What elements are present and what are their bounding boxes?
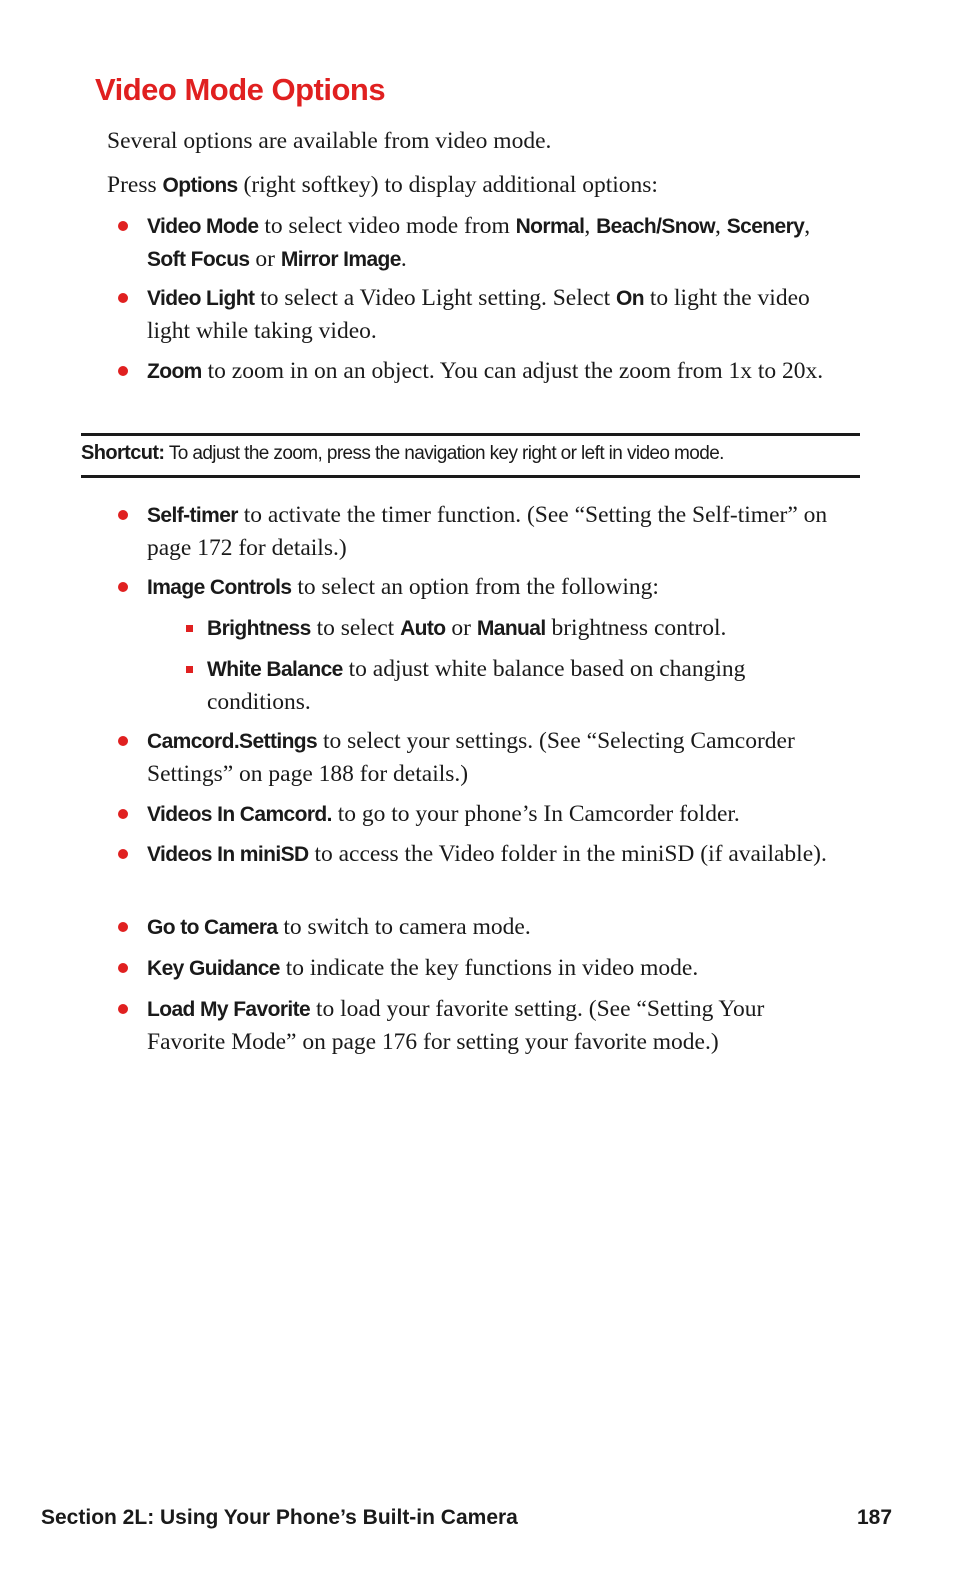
list-item-self-timer [147,499,847,564]
item-text: to zoom in on an object. You can adjust the zoom from 1x to 20x. [201,358,824,384]
press-options-paragraph [107,169,867,202]
list-item-videos-in-camcord [147,798,847,831]
item-key: Video Light [147,287,255,310]
item-text: to load your favorite setting. (See “Setting Your Favorite Mode” on page 176 for setting your favorite mode.) [147,996,765,1055]
item-text: brightness control. [545,615,727,641]
item-key: Brightness [207,617,311,640]
item-text: , [714,213,727,239]
item-key: Videos In miniSD [147,843,309,866]
bullet-icon [118,809,128,819]
bullet-icon [118,922,128,932]
item-text: to select [310,615,401,641]
list-item-go-to-camera [147,911,847,944]
footer-page-number: 187 [857,1506,893,1529]
bullet-icon [118,849,128,859]
list-item-load-my-favorite [147,993,847,1058]
footer-section-title: Section 2L: Using Your Phone’s Built-in Camera [41,1506,518,1529]
shortcut-note [81,442,724,465]
bullet-icon [118,366,128,376]
bullet-icon [118,221,128,231]
item-text: to select your settings. (See “Selecting Camcorder Settings” on page 188 for details.) [147,728,795,787]
item-text: to select a Video Light setting. Select [254,285,617,311]
list-item-zoom [147,355,847,388]
page-title: Video Mode Options [95,72,386,107]
item-text: to access the Video folder in the miniSD (if available). [308,841,827,867]
item-text: or [445,615,477,641]
list-item-video-mode [147,210,847,276]
item-text: to activate the timer function. (See “Setting the Self-timer” on page 172 for details.) [147,502,828,561]
option-auto: Auto [400,617,446,640]
list-item-camcord-settings [147,725,847,790]
item-text: , [804,213,811,239]
bullet-icon [118,736,128,746]
item-key: Camcord.Settings [147,730,318,753]
shortcut-label: Shortcut: [81,442,165,464]
option-beach-snow: Beach/Snow [596,215,715,238]
shortcut-text: To adjust the zoom, press the navigation key right or left in video mode. [164,443,724,464]
item-text: to go to your phone’s In Camcorder folder. [331,801,740,827]
item-key: Load My Favorite [147,998,311,1021]
shortcut-box [81,433,860,478]
item-key: Key Guidance [147,957,280,980]
option-soft-focus: Soft Focus [147,248,250,271]
list-item-video-light [147,282,847,347]
item-text: to indicate the key functions in video mode. [279,955,699,981]
sub-item-white-balance [207,653,847,718]
bullet-icon [118,293,128,303]
options-key: Options [162,174,238,197]
list-item-key-guidance [147,952,847,985]
item-text: to light the video light while taking video. [147,285,810,344]
item-text: to switch to camera mode. [277,914,531,940]
item-text: to select an option from the following: [291,574,659,600]
item-key: Image Controls [147,576,292,599]
item-key: Self-timer [147,504,238,527]
intro-paragraph: Several options are available from video mode. [107,128,552,154]
item-text: to adjust white balance based on changing conditions. [207,656,746,715]
press-pre: Press [107,172,163,198]
bullet-icon [118,963,128,973]
item-text: . [400,246,407,272]
item-text: to select video mode from [258,213,516,239]
item-text: , [584,213,597,239]
item-key: Zoom [147,360,202,383]
square-bullet-icon [186,625,193,632]
item-key: Videos In Camcord. [147,803,332,826]
option-mirror-image: Mirror Image [280,248,401,271]
list-item-videos-in-minisd [147,838,847,871]
option-manual: Manual [476,617,546,640]
item-key: White Balance [207,658,343,681]
option-scenery: Scenery [726,215,805,238]
bullet-icon [118,1004,128,1014]
item-text: or [249,246,281,272]
item-key: Go to Camera [147,916,278,939]
square-bullet-icon [186,666,193,673]
item-key: Video Mode [147,215,259,238]
sub-item-brightness [207,612,847,645]
bullet-icon [118,582,128,592]
press-post: (right softkey) to display additional options: [237,172,658,198]
option-normal: Normal [515,215,585,238]
bullet-icon [118,510,128,520]
option-on: On [616,287,644,310]
list-item-image-controls [147,571,847,604]
